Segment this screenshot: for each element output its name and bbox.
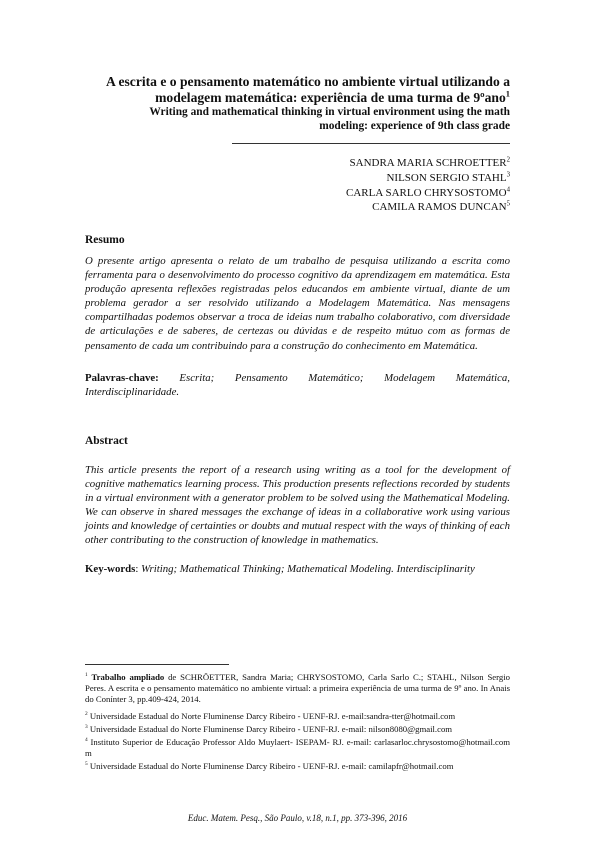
- keywords-terms: Writing; Mathematical Thinking; Mathematical Modeling. Interdisciplinarity: [141, 563, 475, 575]
- footnotes: [85, 672, 510, 775]
- footnote-item: [85, 672, 510, 706]
- footnote-text: Universidade Estadual do Norte Fluminense Darcy Ribeiro - UENF-RJ. e-mail: camilapfr@hotmail.com: [89, 761, 454, 772]
- footnote-number: 4: [85, 737, 88, 744]
- abstract-heading: Abstract: [85, 435, 128, 447]
- author-footnote-mark: 5: [506, 200, 510, 208]
- author-name: CARLA SARLO CHRYSOSTOMO: [346, 186, 507, 199]
- key-words: [85, 562, 510, 576]
- author-footnote-mark: 4: [506, 185, 510, 193]
- keywords-terms: Escrita; Pensamento Matemático; Modelagem Matemática, Interdisciplinaridade.: [85, 372, 510, 399]
- title-pt-text: A escrita e o pensamento matemático no ambiente virtual utilizando a modelagem matemática: experiência de uma turma de 9ºano: [106, 74, 510, 105]
- title-divider: [232, 143, 510, 144]
- title-en-line: Writing and mathematical thinking in virtual environment using the math: [149, 106, 510, 118]
- footnote-number: 3: [85, 723, 88, 730]
- author-item: [200, 156, 510, 171]
- author-item: [200, 200, 510, 215]
- footnote-item: [85, 737, 510, 759]
- footnote-divider: [85, 664, 229, 665]
- keywords-label: Palavras-chave:: [85, 372, 159, 384]
- footnote-item: [85, 711, 510, 722]
- author-list: [200, 156, 510, 215]
- footnote-number: 2: [85, 710, 88, 717]
- article-title-english: [88, 105, 510, 133]
- footnote-item: [85, 724, 510, 735]
- footnote-text: Instituto Superior de Educação Professor Aldo Muylaert- ISEPAM- RJ. e-mail: carlasarloc.chrysostomo@hotmail.com m: [85, 737, 510, 759]
- article-title-portuguese: [88, 74, 510, 106]
- palavras-chave: [85, 371, 510, 399]
- footnote-bold-text: Trabalho ampliado: [91, 672, 165, 682]
- title-footnote-mark: 1: [505, 88, 510, 99]
- keywords-separator: :: [135, 563, 139, 575]
- author-item: [200, 186, 510, 201]
- author-name: SANDRA MARIA SCHROETTER: [349, 157, 507, 169]
- footnote-item: [85, 761, 510, 772]
- footnote-number: 5: [85, 761, 88, 768]
- author-item: [200, 171, 510, 186]
- keywords-label: Key-words: [85, 563, 136, 575]
- author-name: NILSON SERGIO STAHL: [386, 171, 507, 184]
- abstract-text: This article presents the report of a research using writing as a tool for the development of cognitive mathematics learning process. This production presents reflections recorded by students in a virtual environment with a generator problem to be solved using the Mathematical Modeling. We can observe in shared messages the exchange of ideas in a collaborative work using various joints and knowledge of certainties or doubts and mutual respect with the ways of thinking of each other contributing to the construction of knowledge in mathematics.: [85, 464, 510, 547]
- author-footnote-mark: 3: [506, 171, 510, 179]
- author-footnote-mark: 2: [506, 156, 510, 164]
- footnote-text: Universidade Estadual do Norte Fluminense Darcy Ribeiro - UENF-RJ. e-mail: nilson8080@gmail.com: [89, 723, 453, 734]
- footnote-text: Universidade Estadual do Norte Fluminense Darcy Ribeiro - UENF-RJ. e-mail:sandra-tter@hotmail.com: [89, 710, 456, 721]
- title-en-line: modeling: experience of 9th class grade: [319, 120, 510, 132]
- resumo-text: O presente artigo apresenta o relato de um trabalho de pesquisa utilizando a escrita como ferramenta para o desenvolvimento do processo cognitivo da aprendizagem em matemática. Esta produção apresenta reflexões registradas pelos educandos em ambiente virtual, diante de um problema gerador a ser resolvido utilizando a Modelagem Matemática. Nas mensagens compartilhadas podemos observar a troca de ideias num trabalho colaborativo, com diversidade de articulações e de saberes, de certezas ou dúvidas e de respeito mútuo com as formas de pensamento de cada um contribuindo para a construção do conhecimento em Matemática.: [85, 255, 510, 352]
- journal-citation-footer: Educ. Matem. Pesq., São Paulo, v.18, n.1, pp. 373-396, 2016: [187, 813, 408, 823]
- author-name: CAMILA RAMOS DUNCAN: [372, 201, 507, 214]
- resumo-heading: Resumo: [85, 234, 125, 246]
- footnote-number: 1: [85, 672, 88, 679]
- footnote-text: de SCHRÖETTER, Sandra Maria; CHRYSOSTOMO, Carla Sarlo C.; STAHL, Nilson Sergio Peres. A escrita e o pensamento matemático no ambiente virtual: a primeira experiência de uma turma de 9º ano. In Anais do Conínter 3, pp.409-424, 2014.: [85, 672, 510, 705]
